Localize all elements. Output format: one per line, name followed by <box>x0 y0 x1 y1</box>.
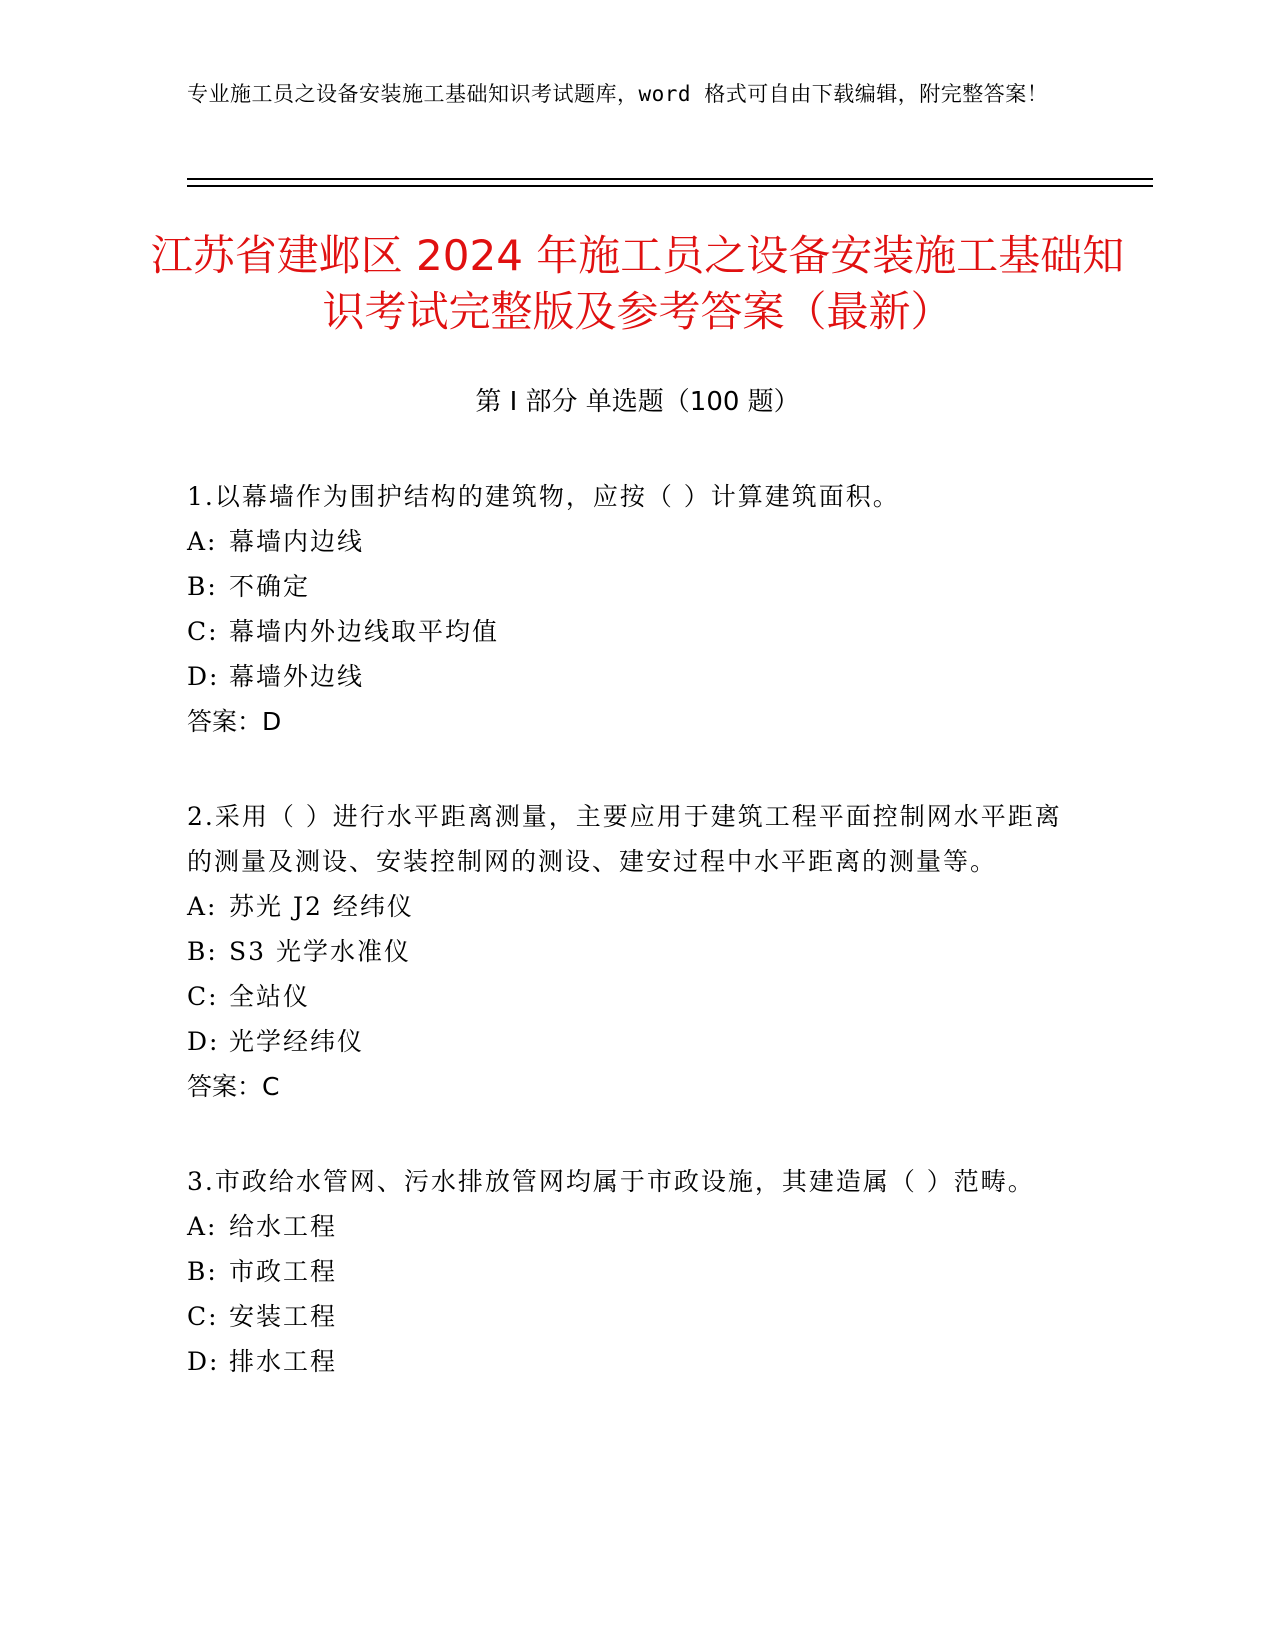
option-key: B: <box>187 1257 218 1286</box>
option-row <box>187 1204 1077 1249</box>
option-key: B: <box>187 937 218 966</box>
answer-line: 答案：C <box>187 1072 280 1101</box>
option-text: 全站仪 <box>229 982 311 1011</box>
option-key: A: <box>187 527 218 556</box>
option-text: 安装工程 <box>229 1302 338 1331</box>
option-text: 幕墙内外边线取平均值 <box>229 617 500 646</box>
option-text: S3 光学水准仪 <box>229 937 411 966</box>
question-stem: 3.市政给水管网、污水排放管网均属于市政设施，其建造属（ ）范畴。 <box>187 1167 1035 1196</box>
option-row <box>187 1294 1077 1339</box>
question-stem: 2.采用（ ）进行水平距离测量，主要应用于建筑工程平面控制网水平距离的测量及测设、安装控制网的测设、建安过程中水平距离的测量等。 <box>187 802 1062 876</box>
option-text: 市政工程 <box>229 1257 338 1286</box>
option-key: D: <box>187 662 220 691</box>
question-list <box>187 474 1077 1434</box>
option-row <box>187 609 1077 654</box>
option-text: 幕墙内边线 <box>229 527 365 556</box>
option-key: B: <box>187 572 218 601</box>
option-text: 幕墙外边线 <box>229 662 365 691</box>
answer-line: 答案：D <box>187 707 282 736</box>
option-row <box>187 1249 1077 1294</box>
option-text: 排水工程 <box>229 1347 338 1376</box>
option-key: C: <box>187 1302 219 1331</box>
option-key: D: <box>187 1347 220 1376</box>
option-row <box>187 564 1077 609</box>
option-text: 光学经纬仪 <box>229 1027 365 1056</box>
option-row <box>187 929 1077 974</box>
question-item <box>187 474 1077 744</box>
option-row <box>187 1339 1077 1384</box>
question-item <box>187 794 1077 1109</box>
question-stem: 1.以幕墙作为围护结构的建筑物，应按（ ）计算建筑面积。 <box>187 482 900 511</box>
header-divider-top <box>187 178 1153 180</box>
option-row <box>187 974 1077 1019</box>
option-row <box>187 519 1077 564</box>
section-title: 第 I 部分 单选题（100 题） <box>475 387 800 417</box>
option-text: 给水工程 <box>229 1212 338 1241</box>
option-key: A: <box>187 1212 218 1241</box>
header-divider-bottom <box>187 185 1153 187</box>
option-key: A: <box>187 892 218 921</box>
question-item <box>187 1159 1077 1384</box>
option-text: 苏光 J2 经纬仪 <box>229 892 414 921</box>
option-key: C: <box>187 982 219 1011</box>
option-key: D: <box>187 1027 220 1056</box>
option-key: C: <box>187 617 219 646</box>
option-row <box>187 1019 1077 1064</box>
document-title: 江苏省建邺区 2024 年施工员之设备安装施工基础知识考试完整版及参考答案（最新） <box>150 231 1125 336</box>
header-note: 专业施工员之设备安装施工基础知识考试题库，word 格式可自由下载编辑，附完整答案！ <box>187 82 1049 106</box>
option-row <box>187 654 1077 699</box>
option-row <box>187 884 1077 929</box>
option-text: 不确定 <box>229 572 311 601</box>
